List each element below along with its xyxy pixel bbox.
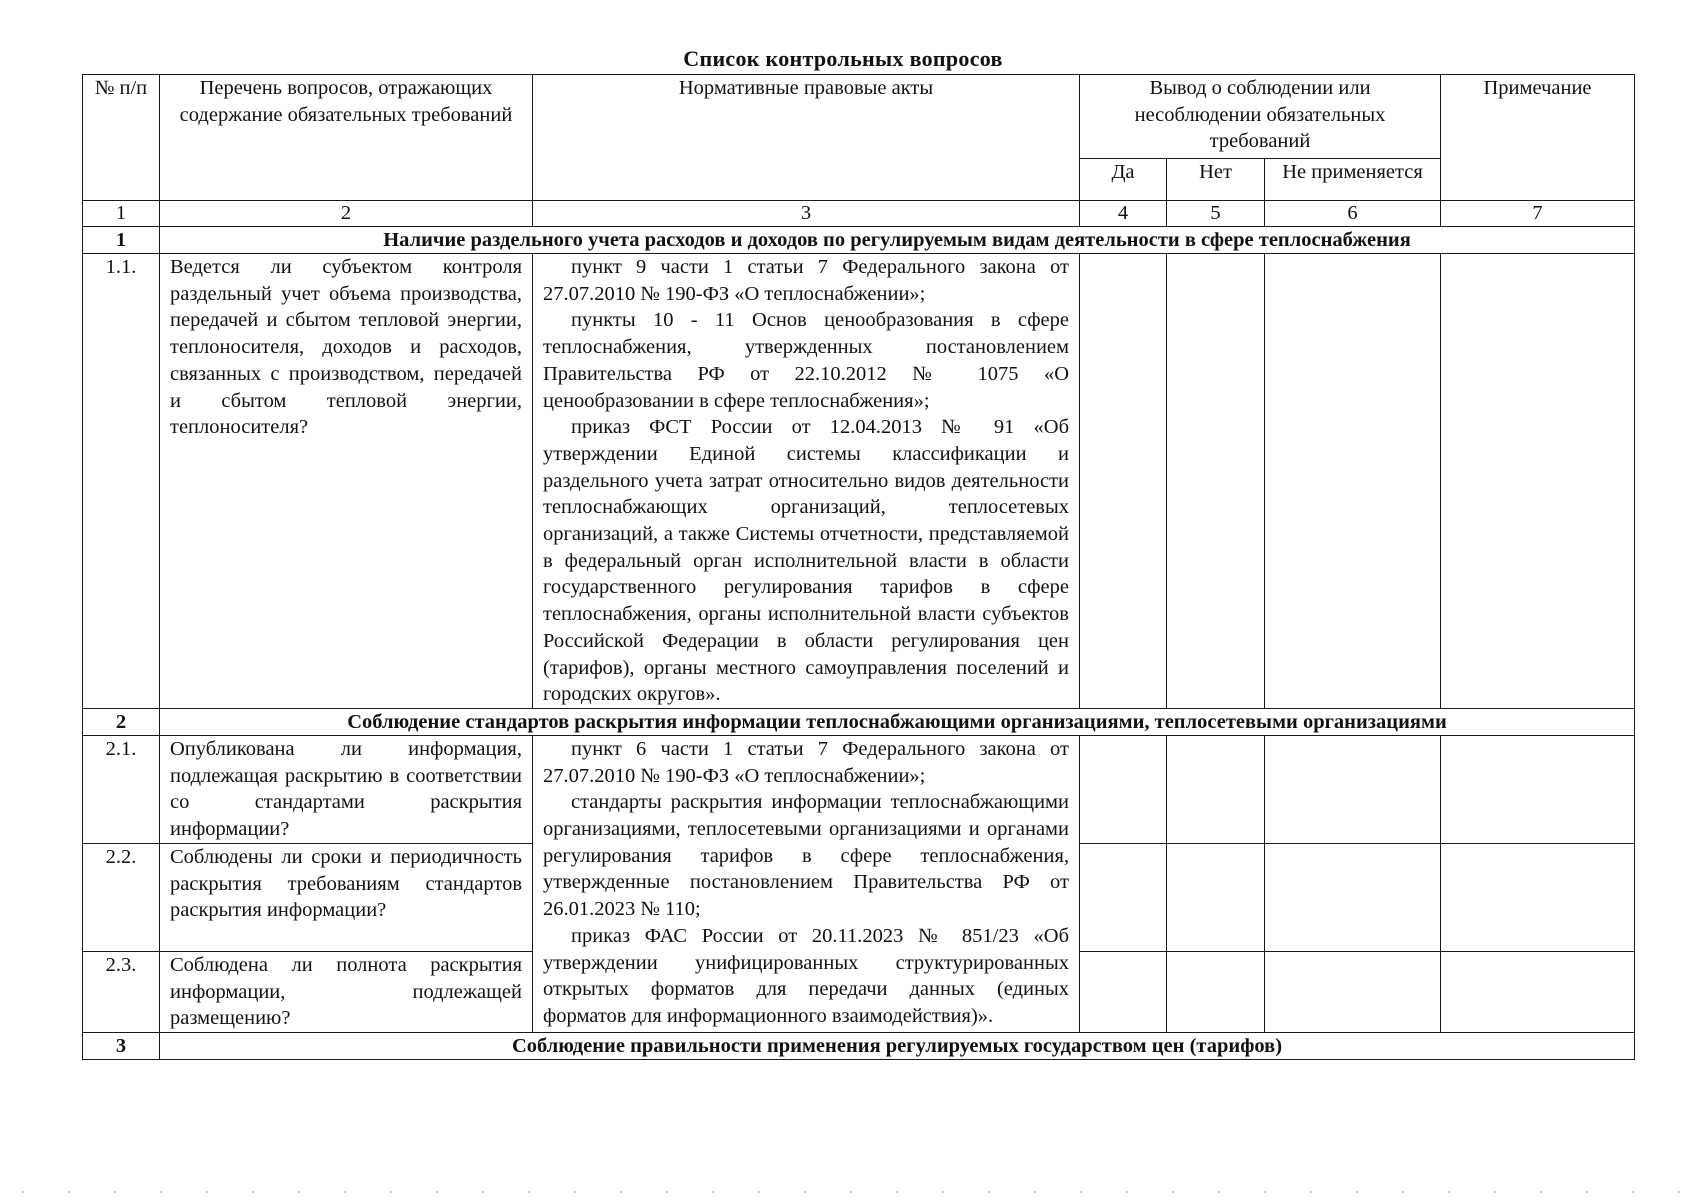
header-acts: Нормативные правовые акты bbox=[533, 75, 1080, 201]
question-row bbox=[83, 254, 1635, 709]
act-paragraph: пункт 9 части 1 статьи 7 Федерального закона от 27.07.2010 № 190-ФЗ «О теплоснабжении»; bbox=[543, 256, 1069, 305]
header-yes: Да bbox=[1080, 159, 1167, 201]
answer-not-applicable-cell[interactable] bbox=[1265, 843, 1441, 951]
header-questions: Перечень вопросов, отражающих содержание обязательных требований bbox=[160, 75, 533, 201]
answer-no-cell[interactable] bbox=[1167, 951, 1265, 1032]
section-title: Соблюдение стандартов раскрытия информации теплоснабжающими организациями, теплосетевыми организациями bbox=[160, 708, 1635, 735]
item-number: 1.1. bbox=[83, 254, 160, 709]
answer-not-applicable-cell[interactable] bbox=[1265, 254, 1441, 709]
answer-yes-cell[interactable] bbox=[1080, 254, 1167, 709]
column-number: 2 bbox=[160, 201, 533, 227]
item-question: Ведется ли субъектом контроля раздельный учет объема производства, передачей и сбытом тепловой энергии, теплоносителя, доходов и расходов, связанных с производством, передачей и сбытом тепловой энергии, теплоносителя? bbox=[160, 254, 533, 709]
header-num: № п/п bbox=[83, 75, 160, 201]
column-number: 3 bbox=[533, 201, 1080, 227]
answer-no-cell[interactable] bbox=[1167, 254, 1265, 709]
note-cell[interactable] bbox=[1441, 951, 1635, 1032]
answer-not-applicable-cell[interactable] bbox=[1265, 735, 1441, 843]
section-title: Наличие раздельного учета расходов и доходов по регулируемым видам деятельности в сфере теплоснабжения bbox=[160, 227, 1635, 254]
column-number: 7 bbox=[1441, 201, 1635, 227]
answer-yes-cell[interactable] bbox=[1080, 843, 1167, 951]
act-paragraph: стандарты раскрытия информации теплоснабжающими организациями, теплосетевыми организациями и органами регулирования тарифов в сфере теплоснабжения, утвержденные постановлением Правительства РФ от 26.01.2023 № 110; bbox=[543, 791, 1069, 921]
act-paragraph: приказ ФАС России от 20.11.2023 № 851/23 «Об утверждении унифицированных структурированных открытых форматов для передачи данных (единых форматов для информационного взаимодействия)». bbox=[543, 924, 1069, 1027]
act-paragraph: пункт 6 части 1 статьи 7 Федерального закона от 27.07.2010 № 190-ФЗ «О теплоснабжении»; bbox=[543, 737, 1069, 787]
answer-yes-cell[interactable] bbox=[1080, 951, 1167, 1032]
header-note: Примечание bbox=[1441, 75, 1635, 201]
scan-noise-dots bbox=[0, 1190, 1686, 1194]
item-number: 2.1. bbox=[83, 735, 160, 843]
item-question: Соблюдены ли сроки и периодичность раскрытия требованиям стандартов раскрытия информации? bbox=[160, 843, 533, 951]
section-number: 1 bbox=[83, 227, 160, 254]
answer-not-applicable-cell[interactable] bbox=[1265, 951, 1441, 1032]
item-question: Опубликована ли информация, подлежащая раскрытию в соответствии со стандартами раскрытия информации? bbox=[160, 735, 533, 843]
column-number: 1 bbox=[83, 201, 160, 227]
item-question: Соблюдена ли полнота раскрытия информации, подлежащей размещению? bbox=[160, 951, 533, 1032]
answer-no-cell[interactable] bbox=[1167, 843, 1265, 951]
section-title: Соблюдение правильности применения регулируемых государством цен (тарифов) bbox=[160, 1033, 1635, 1060]
column-number-row bbox=[83, 201, 1635, 227]
item-number: 2.3. bbox=[83, 951, 160, 1032]
section-row bbox=[83, 708, 1635, 735]
section-number: 3 bbox=[83, 1033, 160, 1060]
answer-no-cell[interactable] bbox=[1167, 735, 1265, 843]
act-paragraph: приказ ФСТ России от 12.04.2013 № 91 «Об утверждении Единой системы классификации и раздельного учета затрат относительно видов деятельности теплоснабжающих организаций, теплосетевых организаций, а также Системы отчетности, представляемой в федеральный орган исполнительной власти в области государственного регулирования тарифов в сфере теплоснабжения, органы исполнительной власти субъектов Российской Федерации в области регулирования цен (тарифов), органы местного самоуправления поселений и городских округов». bbox=[543, 416, 1069, 706]
answer-yes-cell[interactable] bbox=[1080, 735, 1167, 843]
section-row bbox=[83, 227, 1635, 254]
column-number: 5 bbox=[1167, 201, 1265, 227]
header-not-applicable: Не применяется bbox=[1265, 159, 1441, 201]
note-cell[interactable] bbox=[1441, 843, 1635, 951]
item-acts bbox=[533, 735, 1080, 1032]
item-number: 2.2. bbox=[83, 843, 160, 951]
checklist-table bbox=[82, 74, 1635, 1060]
page-title: Список контрольных вопросов bbox=[683, 46, 1003, 71]
column-number: 6 bbox=[1265, 201, 1441, 227]
section-number: 2 bbox=[83, 708, 160, 735]
question-row bbox=[83, 735, 1635, 843]
section-row bbox=[83, 1033, 1635, 1060]
act-paragraph: пункты 10 - 11 Основ ценообразования в сфере теплоснабжения, утвержденных постановлением Правительства РФ от 22.10.2012 № 1075 «О ценообразовании в сфере теплоснабжения»; bbox=[543, 309, 1069, 412]
note-cell[interactable] bbox=[1441, 735, 1635, 843]
header-no: Нет bbox=[1167, 159, 1265, 201]
note-cell[interactable] bbox=[1441, 254, 1635, 709]
item-acts bbox=[533, 254, 1080, 709]
header-conclusion: Вывод о соблюдении или несоблюдении обязательных требований bbox=[1080, 75, 1441, 159]
header-row bbox=[83, 75, 1635, 159]
column-number: 4 bbox=[1080, 201, 1167, 227]
